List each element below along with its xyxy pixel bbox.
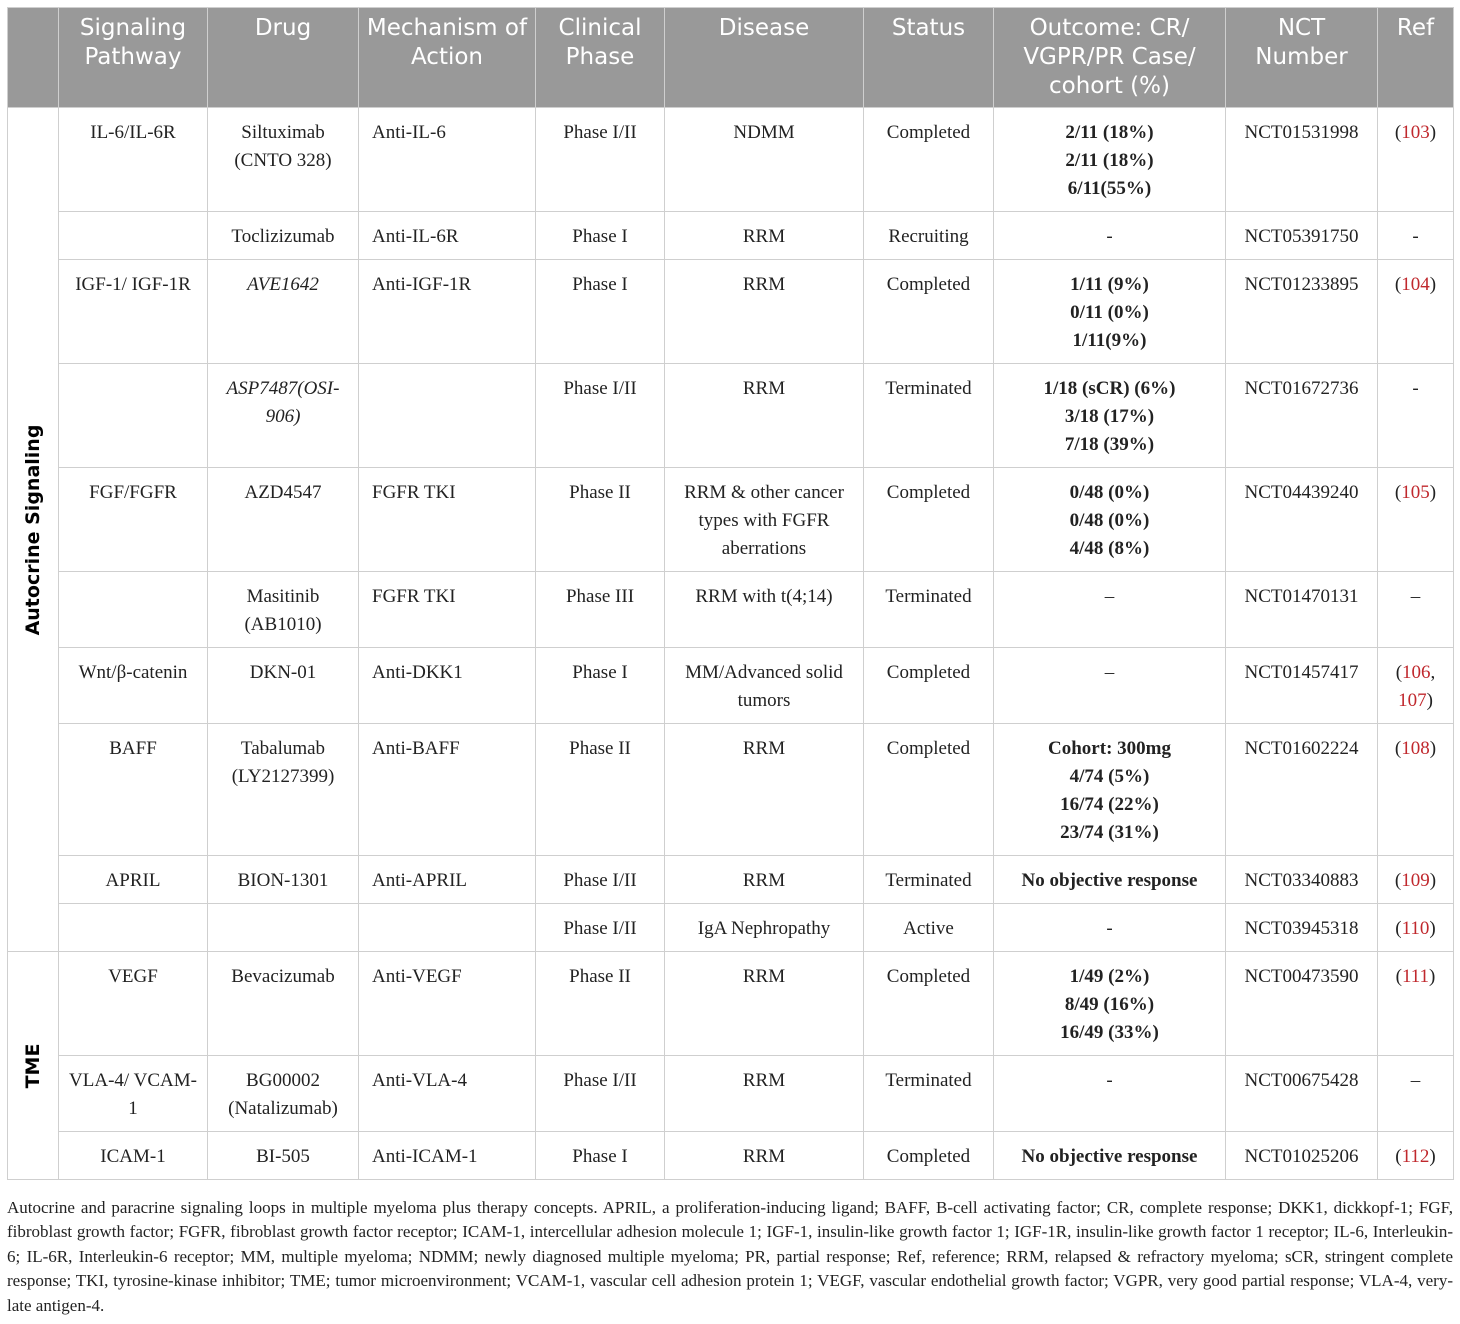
cell-phase xyxy=(536,1132,665,1180)
disease-text: MM/Advanced solid tumors xyxy=(685,662,843,711)
cell-mechanism xyxy=(359,212,536,260)
cell-drug xyxy=(208,364,359,468)
cell-ref xyxy=(1378,856,1454,904)
cell-ref xyxy=(1378,952,1454,1056)
cell-ref xyxy=(1378,904,1454,952)
cell-pathway xyxy=(59,952,208,1056)
status-text: Completed xyxy=(886,1146,971,1167)
cell-status xyxy=(864,108,994,212)
phase-text: Phase II xyxy=(569,966,631,987)
drug-text: DKN-01 xyxy=(249,662,317,683)
cell-drug xyxy=(208,108,359,212)
nct-number: NCT00675428 xyxy=(1244,1070,1359,1091)
cell-drug xyxy=(208,648,359,724)
cell-ref xyxy=(1378,572,1454,648)
ref-link[interactable]: 106 xyxy=(1402,662,1431,683)
status-text: Active xyxy=(903,918,954,939)
ref-paren: ) xyxy=(1429,918,1436,939)
cell-nct xyxy=(1226,468,1378,572)
cell-status xyxy=(864,212,994,260)
nct-number: NCT01602224 xyxy=(1244,738,1359,759)
status-text: Completed xyxy=(886,274,971,295)
status-text: Terminated xyxy=(885,586,972,607)
ref-paren: ) xyxy=(1429,482,1437,503)
outcome-line: – xyxy=(1104,662,1115,683)
cell-nct xyxy=(1226,260,1378,364)
outcome-line: 2/11 (18%) xyxy=(1065,122,1154,143)
ref-paren: ) xyxy=(1429,1146,1436,1167)
cell-nct xyxy=(1226,724,1378,856)
group-tme xyxy=(8,952,59,1180)
cell-ref xyxy=(1378,1132,1454,1180)
ref-paren: ( xyxy=(1394,274,1402,295)
cell-status xyxy=(864,572,994,648)
cell-status xyxy=(864,1132,994,1180)
drug-text: BION-1301 xyxy=(237,870,329,891)
cell-pathway xyxy=(59,212,208,260)
cell-drug xyxy=(208,856,359,904)
ref-paren: ( xyxy=(1394,482,1402,503)
cell-phase xyxy=(536,856,665,904)
cell-disease xyxy=(665,212,864,260)
cell-outcome xyxy=(994,648,1226,724)
drug-text: ASP7487(OSI-906) xyxy=(226,378,340,427)
cell-pathway xyxy=(59,572,208,648)
disease-text: RRM xyxy=(742,274,786,295)
table-footnote: Autocrine and paracrine signaling loops in multiple myeloma plus therapy concepts. APRIL, a proliferation-inducing ligand; BAFF, B-cell activating factor; CR, complete response; DKK1, dickkopf-1; FGF, fibroblast growth factor; FGFR, fibroblast growth factor receptor; ICAM-1, intercellular adhesion molecule 1; IGF-1, insulin-like growth factor 1; IGF-1R, insulin-like growth factor 1 receptor; IL-6, Interleukin-6; IL-6R, Interleukin-6 receptor; MM, multiple myeloma; NDMM; newly diagnosed multiple myeloma; PR, partial response; Ref, reference; RRM, relapsed & refractory myeloma; sCR, stringent complete response; TKI, tyrosine-kinase inhibitor; TME; tumor microenvironment; VCAM-1, vascular cell adhesion protein 1; VEGF, vascular endothelial growth factor; VGPR, very good partial response; VLA-4, very-late antigen-4. xyxy=(7,1198,1453,1315)
header-pathway: Signaling Pathway xyxy=(59,8,208,108)
cell-phase xyxy=(536,364,665,468)
cell-phase xyxy=(536,108,665,212)
cell-drug xyxy=(208,724,359,856)
nct-number: NCT03340883 xyxy=(1244,870,1359,891)
cell-outcome xyxy=(994,1132,1226,1180)
nct-number: NCT01470131 xyxy=(1244,586,1359,607)
outcome-line: 7/18 (39%) xyxy=(1064,434,1155,455)
cell-outcome xyxy=(994,572,1226,648)
cell-nct xyxy=(1226,1056,1378,1132)
cell-disease xyxy=(665,108,864,212)
mechanism-text: Anti-APRIL xyxy=(372,870,467,891)
cell-drug xyxy=(208,572,359,648)
disease-text: RRM xyxy=(742,738,786,759)
outcome-line: No objective response xyxy=(1021,870,1198,891)
cell-disease xyxy=(665,468,864,572)
cell-mechanism xyxy=(359,952,536,1056)
cell-drug xyxy=(208,904,359,952)
mechanism-text: Anti-ICAM-1 xyxy=(372,1146,478,1167)
table-row xyxy=(8,1056,1454,1132)
mechanism-text: Anti-DKK1 xyxy=(372,662,463,683)
disease-text: RRM xyxy=(742,378,786,399)
outcome-line: 4/48 (8%) xyxy=(1069,538,1150,559)
pathway-text: Wnt/β-catenin xyxy=(78,662,188,683)
cell-phase xyxy=(536,952,665,1056)
header-status: Status xyxy=(864,8,994,108)
drug-text: Siltuximab (CNTO 328) xyxy=(234,122,332,171)
cell-status xyxy=(864,856,994,904)
disease-text: RRM xyxy=(742,966,786,987)
cell-status xyxy=(864,724,994,856)
cell-status xyxy=(864,364,994,468)
cell-outcome xyxy=(994,212,1226,260)
nct-number: NCT01025206 xyxy=(1244,1146,1359,1167)
cell-disease xyxy=(665,364,864,468)
nct-number: NCT05391750 xyxy=(1244,226,1359,247)
status-text: Terminated xyxy=(885,870,972,891)
cell-pathway xyxy=(59,856,208,904)
cell-disease xyxy=(665,260,864,364)
status-text: Completed xyxy=(886,122,971,143)
phase-text: Phase I xyxy=(572,662,628,683)
phase-text: Phase I/II xyxy=(563,1070,637,1091)
header-phase: Clinical Phase xyxy=(536,8,665,108)
cell-disease xyxy=(665,1132,864,1180)
outcome-line: 1/11 (9%) xyxy=(1070,274,1149,295)
cell-mechanism xyxy=(359,108,536,212)
mechanism-text: Anti-IL-6 xyxy=(372,122,446,143)
table-row xyxy=(8,468,1454,572)
table-row xyxy=(8,1132,1454,1180)
cell-ref xyxy=(1378,364,1454,468)
cell-outcome xyxy=(994,1056,1226,1132)
status-text: Terminated xyxy=(885,1070,972,1091)
cell-mechanism xyxy=(359,1056,536,1132)
outcome-line: 0/11 (0%) xyxy=(1070,302,1149,323)
cell-status xyxy=(864,648,994,724)
disease-text: IgA Nephropathy xyxy=(697,918,831,939)
cell-status xyxy=(864,468,994,572)
disease-text: RRM xyxy=(742,226,786,247)
mechanism-text: FGFR TKI xyxy=(372,482,456,503)
disease-text: RRM xyxy=(742,870,786,891)
trials-table xyxy=(7,7,1454,1180)
ref-paren: ( xyxy=(1394,738,1402,759)
cell-ref xyxy=(1378,724,1454,856)
status-text: Completed xyxy=(886,662,971,683)
header-disease: Disease xyxy=(665,8,864,108)
outcome-line: 16/49 (33%) xyxy=(1060,1022,1159,1043)
mechanism-text: FGFR TKI xyxy=(372,586,456,607)
ref-link[interactable]: 105 xyxy=(1401,482,1430,503)
cell-drug xyxy=(208,212,359,260)
cell-mechanism xyxy=(359,648,536,724)
cell-nct xyxy=(1226,108,1378,212)
phase-text: Phase I xyxy=(572,1146,628,1167)
table-row xyxy=(8,364,1454,468)
cell-drug xyxy=(208,952,359,1056)
cell-mechanism xyxy=(359,468,536,572)
outcome-line: 6/11(55%) xyxy=(1067,178,1152,199)
cell-phase xyxy=(536,212,665,260)
header-row xyxy=(8,8,1454,108)
nct-number: NCT03945318 xyxy=(1244,918,1359,939)
ref-link[interactable]: 112 xyxy=(1401,1146,1430,1167)
outcome-line: 23/74 (31%) xyxy=(1060,822,1159,843)
phase-text: Phase I/II xyxy=(563,918,637,939)
cell-disease xyxy=(665,648,864,724)
ref-paren: ( xyxy=(1395,1146,1402,1167)
cell-ref xyxy=(1378,108,1454,212)
drug-text: Tabalumab (LY2127399) xyxy=(231,738,335,787)
ref-paren: ( xyxy=(1394,870,1402,891)
phase-text: Phase II xyxy=(569,482,631,503)
outcome-line: - xyxy=(1106,1070,1113,1091)
cell-disease xyxy=(665,904,864,952)
drug-text: BI-505 xyxy=(256,1146,310,1167)
cell-outcome xyxy=(994,856,1226,904)
cell-outcome xyxy=(994,904,1226,952)
cell-pathway xyxy=(59,364,208,468)
phase-text: Phase I/II xyxy=(563,122,637,143)
drug-text: AVE1642 xyxy=(247,274,319,295)
cell-phase xyxy=(536,572,665,648)
ref-paren: ) xyxy=(1429,870,1437,891)
pathway-text: ICAM-1 xyxy=(100,1146,166,1167)
cell-outcome xyxy=(994,364,1226,468)
cell-nct xyxy=(1226,364,1378,468)
cell-status xyxy=(864,952,994,1056)
cell-mechanism xyxy=(359,724,536,856)
mechanism-text: Anti-IL-6R xyxy=(372,226,459,247)
cell-status xyxy=(864,1056,994,1132)
cell-nct xyxy=(1226,212,1378,260)
phase-text: Phase I/II xyxy=(563,378,637,399)
header-drug: Drug xyxy=(208,8,359,108)
drug-text: BG00002 (Natalizumab) xyxy=(228,1070,338,1119)
table-row xyxy=(8,724,1454,856)
cell-pathway xyxy=(59,724,208,856)
mechanism-text: Anti-VEGF xyxy=(372,966,462,987)
ref-link[interactable]: 111 xyxy=(1401,966,1430,987)
outcome-line: 0/48 (0%) xyxy=(1069,510,1150,531)
outcome-line: No objective response xyxy=(1021,1146,1198,1167)
header-mechanism: Mechanism of Action xyxy=(359,8,536,108)
cell-nct xyxy=(1226,572,1378,648)
disease-text: RRM xyxy=(742,1146,786,1167)
cell-nct xyxy=(1226,1132,1378,1180)
outcome-line: 1/49 (2%) xyxy=(1069,966,1150,987)
cell-outcome xyxy=(994,468,1226,572)
status-text: Terminated xyxy=(885,378,972,399)
cell-drug xyxy=(208,468,359,572)
ref-link[interactable]: 110 xyxy=(1401,918,1430,939)
table-row xyxy=(8,260,1454,364)
cell-pathway xyxy=(59,260,208,364)
disease-text: RRM xyxy=(742,1070,786,1091)
drug-text: Masitinib (AB1010) xyxy=(244,586,322,635)
cell-outcome xyxy=(994,952,1226,1056)
status-text: Completed xyxy=(886,482,971,503)
cell-disease xyxy=(665,1056,864,1132)
cell-outcome xyxy=(994,724,1226,856)
outcome-line: 1/18 (sCR) (6%) xyxy=(1043,378,1176,399)
cell-nct xyxy=(1226,648,1378,724)
cell-disease xyxy=(665,724,864,856)
ref-paren: ( xyxy=(1395,918,1402,939)
cell-ref xyxy=(1378,648,1454,724)
cell-mechanism xyxy=(359,260,536,364)
disease-text: RRM with t(4;14) xyxy=(695,586,833,607)
nct-number: NCT01233895 xyxy=(1244,274,1359,295)
group-autocrine xyxy=(8,108,59,952)
cell-mechanism xyxy=(359,572,536,648)
table-row xyxy=(8,648,1454,724)
cell-ref xyxy=(1378,1056,1454,1132)
outcome-line: – xyxy=(1104,586,1115,607)
disease-text: NDMM xyxy=(733,122,795,143)
mechanism-text: Anti-BAFF xyxy=(372,738,460,759)
cell-drug xyxy=(208,1056,359,1132)
table-row xyxy=(8,904,1454,952)
outcome-line: 0/48 (0%) xyxy=(1069,482,1150,503)
cell-disease xyxy=(665,952,864,1056)
cell-pathway xyxy=(59,904,208,952)
cell-ref xyxy=(1378,212,1454,260)
ref-paren: ( xyxy=(1395,662,1403,683)
outcome-line: 2/11 (18%) xyxy=(1065,150,1154,171)
table-row xyxy=(8,856,1454,904)
cell-drug xyxy=(208,260,359,364)
nct-number: NCT01457417 xyxy=(1244,662,1359,683)
cell-nct xyxy=(1226,856,1378,904)
ref-link[interactable]: 104 xyxy=(1401,274,1430,295)
cell-ref xyxy=(1378,468,1454,572)
ref-paren: ) xyxy=(1429,274,1437,295)
cell-pathway xyxy=(59,1056,208,1132)
ref-paren: ) xyxy=(1429,966,1436,987)
cell-pathway xyxy=(59,468,208,572)
outcome-line: 8/49 (16%) xyxy=(1064,994,1155,1015)
drug-text: Toclizizumab xyxy=(231,226,335,247)
phase-text: Phase III xyxy=(565,586,635,607)
table-row xyxy=(8,952,1454,1056)
status-text: Recruiting xyxy=(888,226,969,247)
phase-text: Phase I xyxy=(572,226,628,247)
ref-none: – xyxy=(1410,1070,1421,1091)
cell-status xyxy=(864,904,994,952)
ref-none: - xyxy=(1412,226,1419,247)
cell-mechanism xyxy=(359,904,536,952)
table-row xyxy=(8,572,1454,648)
outcome-line: 16/74 (22%) xyxy=(1060,794,1159,815)
cell-pathway xyxy=(59,648,208,724)
phase-text: Phase I/II xyxy=(563,870,637,891)
group-label: Autocrine Signaling xyxy=(22,424,44,635)
nct-number: NCT01672736 xyxy=(1244,378,1359,399)
table-row xyxy=(8,212,1454,260)
cell-pathway xyxy=(59,1132,208,1180)
cell-pathway xyxy=(59,108,208,212)
status-text: Completed xyxy=(886,966,971,987)
table-row xyxy=(8,108,1454,212)
outcome-line: - xyxy=(1106,226,1113,247)
status-text: Completed xyxy=(886,738,971,759)
outcome-line: - xyxy=(1106,918,1113,939)
cell-disease xyxy=(665,572,864,648)
pathway-text: BAFF xyxy=(109,738,157,759)
nct-number: NCT01531998 xyxy=(1244,122,1359,143)
ref-paren: ) xyxy=(1429,738,1437,759)
ref-paren: ) xyxy=(1429,122,1437,143)
ref-none: – xyxy=(1410,586,1421,607)
cell-phase xyxy=(536,724,665,856)
cell-outcome xyxy=(994,108,1226,212)
drug-text: Bevacizumab xyxy=(231,966,335,987)
nct-number: NCT00473590 xyxy=(1244,966,1359,987)
header-ref: Ref xyxy=(1378,8,1454,108)
cell-mechanism xyxy=(359,1132,536,1180)
drug-text: AZD4547 xyxy=(244,482,322,503)
ref-link[interactable]: 109 xyxy=(1401,870,1430,891)
cell-ref xyxy=(1378,260,1454,364)
cell-status xyxy=(864,260,994,364)
ref-paren: ( xyxy=(1394,122,1402,143)
ref-separator: , xyxy=(1430,662,1436,683)
cell-disease xyxy=(665,856,864,904)
ref-paren: ) xyxy=(1426,690,1433,711)
outcome-line: 3/18 (17%) xyxy=(1064,406,1155,427)
cell-phase xyxy=(536,904,665,952)
mechanism-text: Anti-VLA-4 xyxy=(372,1070,467,1091)
group-label: TME xyxy=(22,1043,44,1088)
pathway-text: IGF-1/ IGF-1R xyxy=(75,274,191,295)
header-outcome: Outcome: CR/ VGPR/PR Case/ cohort (%) xyxy=(994,8,1226,108)
outcome-line: Cohort: 300mg xyxy=(1048,738,1171,759)
phase-text: Phase I xyxy=(572,274,628,295)
cell-phase xyxy=(536,648,665,724)
pathway-text: IL-6/IL-6R xyxy=(90,122,176,143)
ref-link[interactable]: 103 xyxy=(1401,122,1430,143)
ref-paren: ( xyxy=(1395,966,1402,987)
header-group xyxy=(8,8,59,108)
cell-phase xyxy=(536,468,665,572)
phase-text: Phase II xyxy=(569,738,631,759)
cell-nct xyxy=(1226,952,1378,1056)
cell-mechanism xyxy=(359,856,536,904)
cell-drug xyxy=(208,1132,359,1180)
pathway-text: VEGF xyxy=(108,966,158,987)
nct-number: NCT04439240 xyxy=(1244,482,1359,503)
ref-none: - xyxy=(1412,378,1419,399)
outcome-line: 4/74 (5%) xyxy=(1069,766,1150,787)
pathway-text: APRIL xyxy=(105,870,161,891)
disease-text: RRM & other cancer types with FGFR aberrations xyxy=(684,482,844,559)
pathway-text: VLA-4/ VCAM-1 xyxy=(69,1070,197,1119)
mechanism-text: Anti-IGF-1R xyxy=(372,274,472,295)
header-nct: NCT Number xyxy=(1226,8,1378,108)
ref-link[interactable]: 107 xyxy=(1398,690,1427,711)
outcome-line: 1/11(9%) xyxy=(1072,330,1147,351)
cell-outcome xyxy=(994,260,1226,364)
cell-mechanism xyxy=(359,364,536,468)
cell-nct xyxy=(1226,904,1378,952)
cell-phase xyxy=(536,1056,665,1132)
pathway-text: FGF/FGFR xyxy=(89,482,177,503)
cell-phase xyxy=(536,260,665,364)
ref-link[interactable]: 108 xyxy=(1401,738,1430,759)
